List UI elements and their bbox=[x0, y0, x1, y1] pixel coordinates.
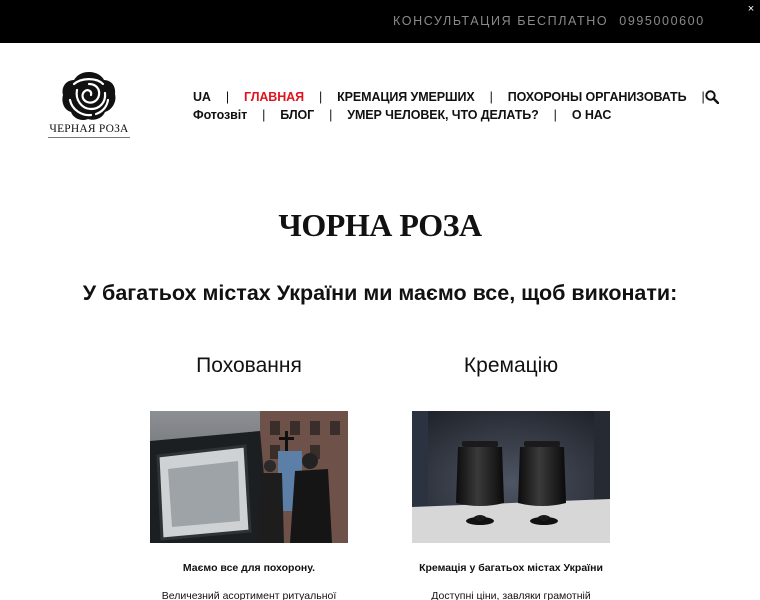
burial-description: Величезний асортимент ритуальної bbox=[161, 590, 337, 600]
logo-underline bbox=[48, 137, 130, 140]
nav-separator: | bbox=[553, 107, 557, 122]
nav-item-about[interactable]: О НАС bbox=[571, 107, 612, 122]
cremation-photo[interactable] bbox=[412, 411, 610, 543]
logo-brand-text: ЧЕРНАЯ РОЗА bbox=[49, 123, 129, 135]
page-subtitle: У багатьох містах України ми маємо все, щоб виконати: bbox=[82, 281, 678, 305]
search-icon[interactable] bbox=[705, 90, 719, 104]
rose-logo-icon bbox=[60, 70, 118, 122]
top-bar bbox=[0, 0, 760, 43]
burial-heading[interactable]: Поховання bbox=[196, 354, 302, 377]
phone-link[interactable]: 0995000600 bbox=[619, 14, 705, 28]
cremation-heading[interactable]: Кремацію bbox=[463, 354, 559, 377]
nav-item-blog[interactable]: БЛОГ bbox=[280, 107, 315, 122]
nav-item-ua[interactable]: UA bbox=[193, 89, 211, 104]
nav-separator: | bbox=[262, 107, 266, 122]
nav-item-home[interactable]: ГЛАВНАЯ bbox=[244, 89, 304, 104]
nav-row-2 bbox=[193, 106, 720, 123]
cremation-caption: Кремація у багатьох містах України bbox=[419, 562, 603, 574]
nav-separator: | bbox=[225, 89, 230, 104]
site-logo[interactable] bbox=[46, 70, 132, 142]
cremation-description: Доступні ціни, завляки грамотній bbox=[431, 590, 591, 600]
burial-caption: Маємо все для похорону. bbox=[182, 562, 316, 574]
nav-item-photo-report[interactable]: Фотозвіт bbox=[193, 107, 248, 122]
consultation-label: КОНСУЛЬТАЦИЯ БЕСПЛАТНО bbox=[393, 14, 609, 28]
nav-separator: | bbox=[701, 89, 705, 104]
close-icon[interactable]: × bbox=[747, 3, 755, 15]
main-nav bbox=[193, 88, 720, 123]
burial-photo[interactable] bbox=[150, 411, 348, 543]
nav-item-cremation[interactable]: КРЕМАЦИЯ УМЕРШИХ bbox=[337, 89, 475, 104]
consultation-banner bbox=[393, 14, 705, 28]
nav-item-what-to-do[interactable]: УМЕР ЧЕЛОВЕК, ЧТО ДЕЛАТЬ? bbox=[347, 107, 539, 122]
page-title: ЧОРНА РОЗА bbox=[278, 207, 482, 243]
nav-row-1 bbox=[193, 88, 720, 105]
nav-item-funeral-organize[interactable]: ПОХОРОНЫ ОРГАНИЗОВАТЬ bbox=[507, 89, 687, 104]
nav-separator: | bbox=[318, 89, 323, 104]
nav-separator: | bbox=[329, 107, 333, 122]
nav-separator: | bbox=[489, 89, 493, 104]
